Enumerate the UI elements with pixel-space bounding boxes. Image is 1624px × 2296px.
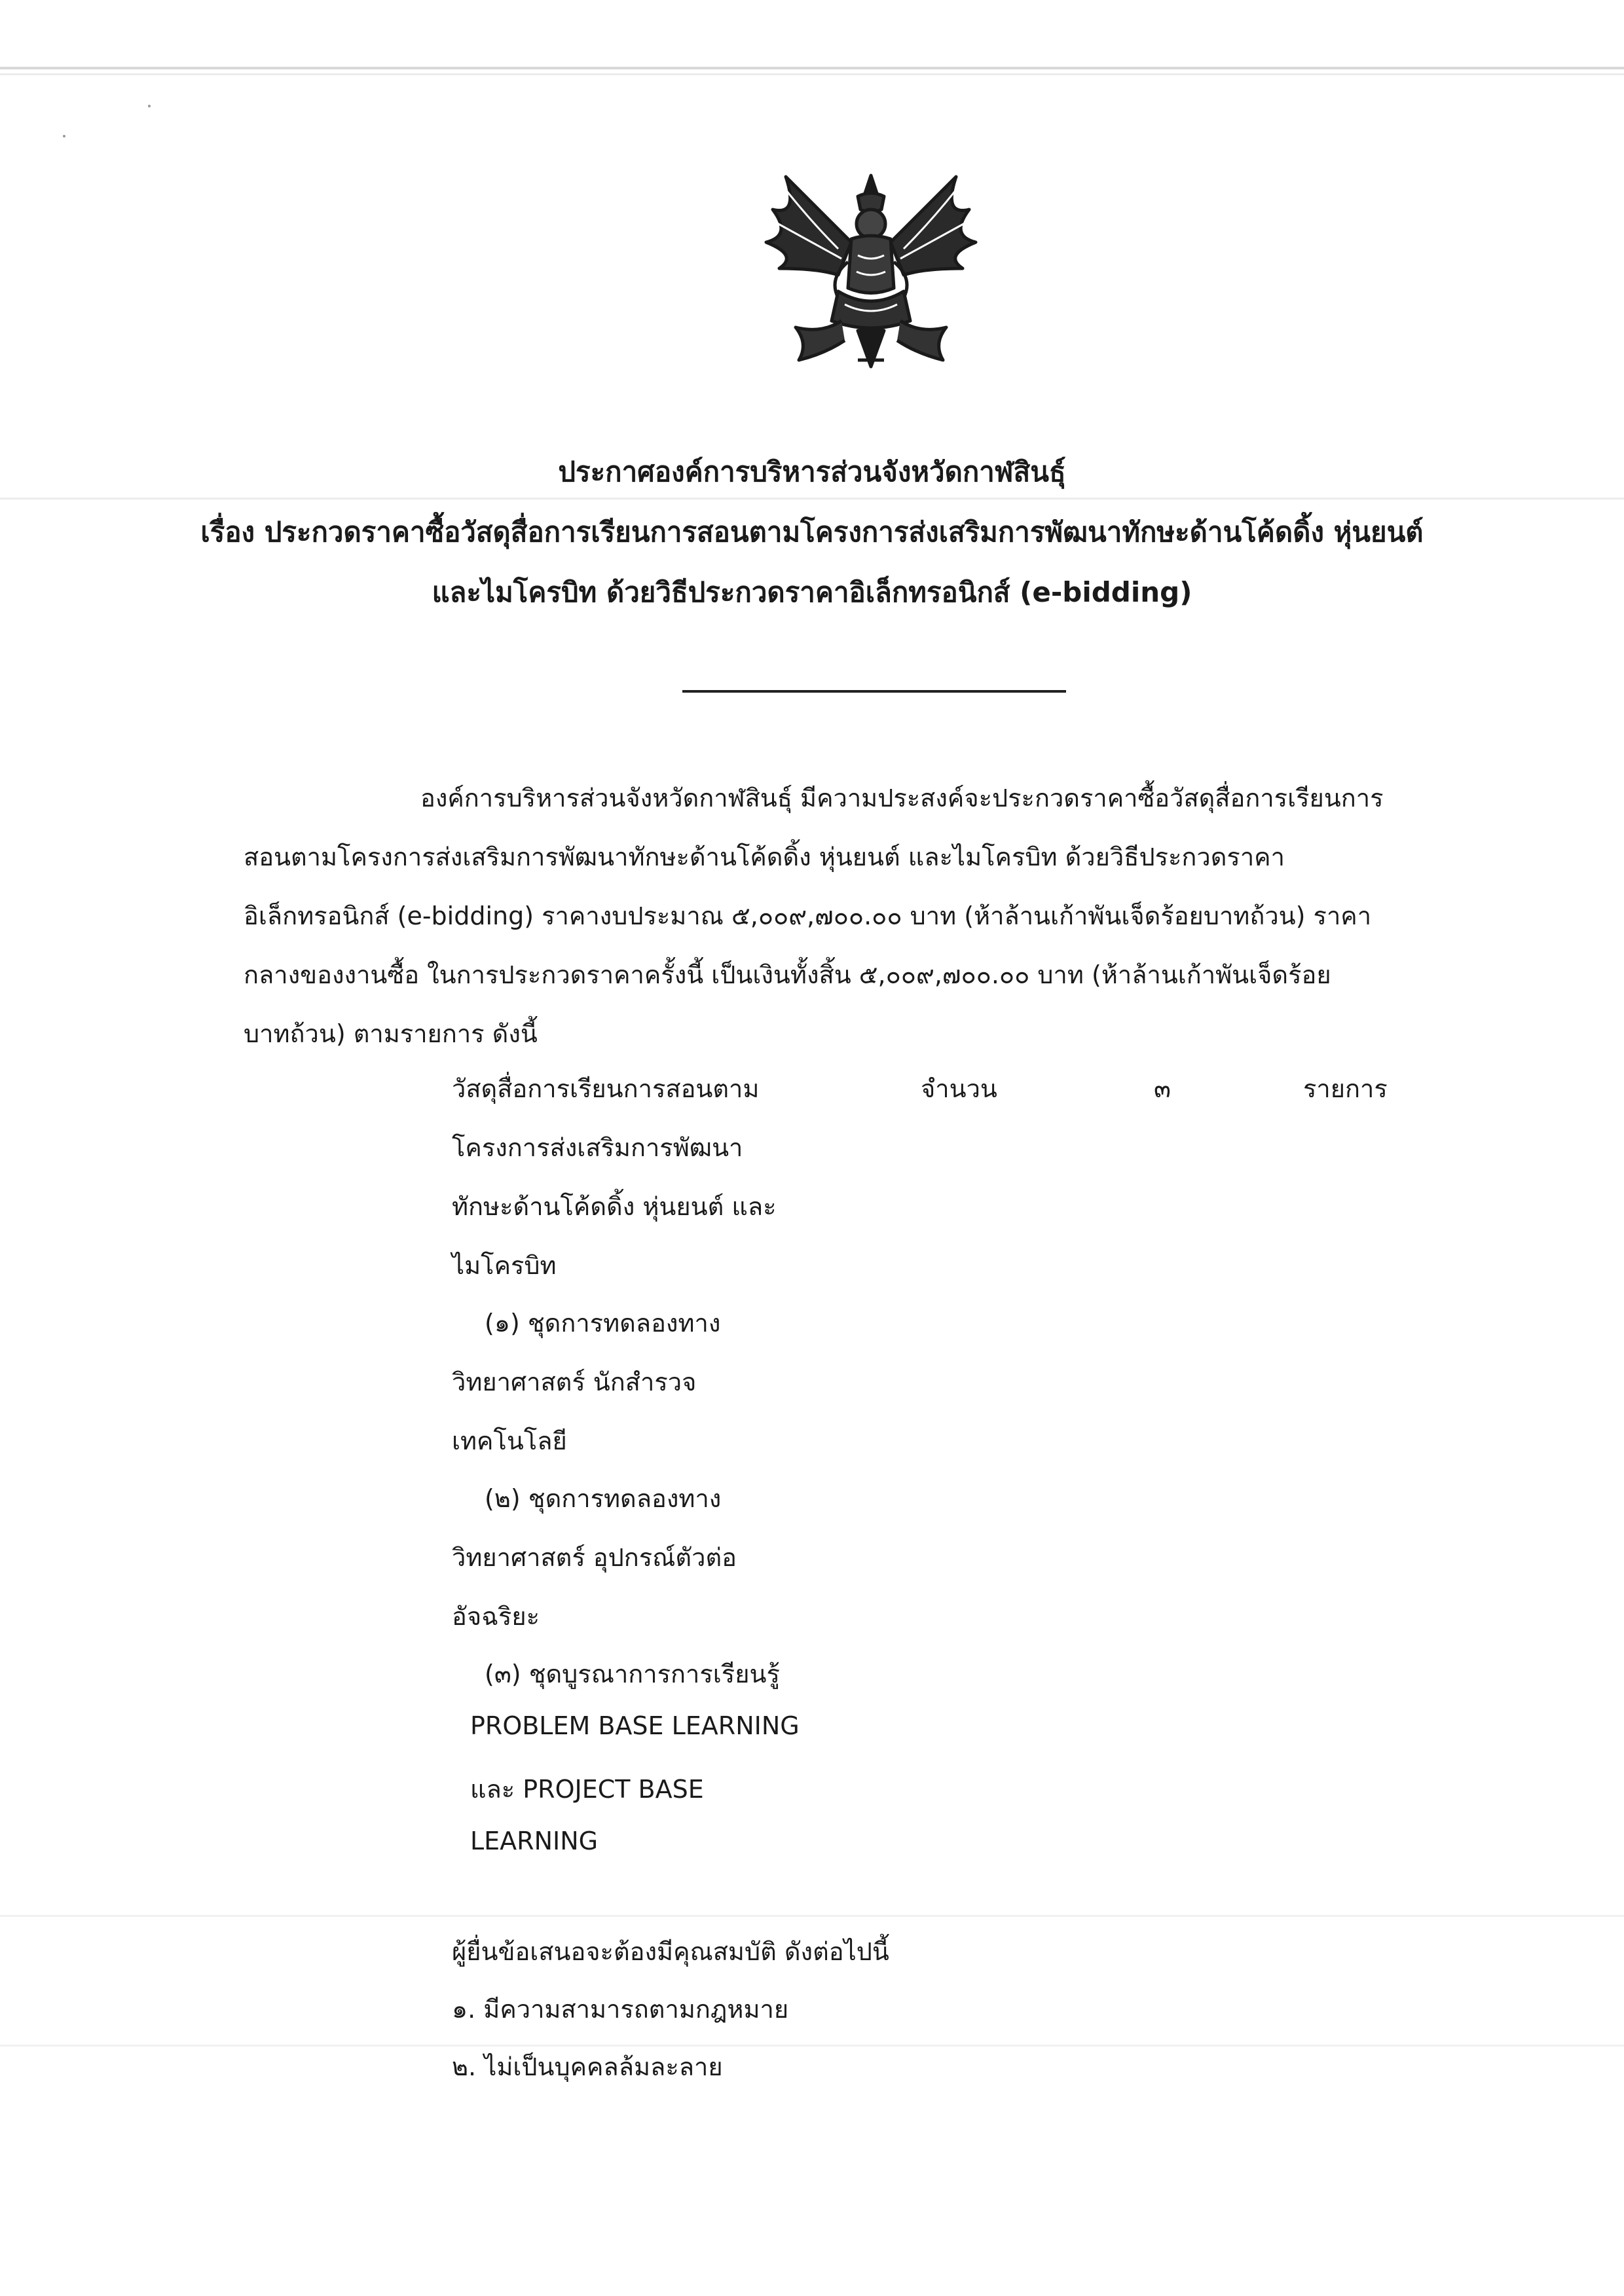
item-description-line: ทักษะด้านโค้ดดิ้ง หุ่นยนต์ และ (452, 1192, 777, 1221)
item-description-line: (๒) ชุดการทดลองทาง (485, 1484, 722, 1513)
paragraph-line: องค์การบริหารส่วนจังหวัดกาฬสินธุ์ มีความประสงค์จะประกวดราคาซื้อวัสดุสื่อการเรียนการ (420, 784, 1384, 812)
item-description-line: อัจฉริยะ (452, 1602, 540, 1631)
scan-speck (148, 105, 151, 107)
announcement-title: ประกาศองค์การบริหารส่วนจังหวัดกาฬสินธุ์ (558, 456, 1066, 488)
garuda-emblem-icon (760, 164, 982, 380)
paragraph-line: อิเล็กทรอนิกส์ (e-bidding) ราคางบประมาณ ๕,๐๐๙,๗๐๐.๐๐ บาท (ห้าล้านเก้าพันเจ็ดร้อยบาทถ้วน) ราคา (244, 902, 1372, 930)
item-description-line: และ PROJECT BASE (470, 1775, 704, 1804)
item-description-line: LEARNING (470, 1827, 599, 1855)
qualifications-intro: ผู้ยื่นข้อเสนอจะต้องมีคุณสมบัติ ดังต่อไปนี้ (452, 1937, 889, 1966)
scan-edge-line (0, 73, 1624, 75)
qualification-item: ๑. มีความสามารถตามกฎหมาย (452, 1995, 789, 2024)
item-description-line: ไมโครบิท (452, 1251, 557, 1280)
quantity-value: ๓ (1154, 1074, 1171, 1103)
item-description-line: PROBLEM BASE LEARNING (470, 1711, 800, 1740)
announcement-subject-line: และไมโครบิท ด้วยวิธีประกวดราคาอิเล็กทรอนิกส์ (e-bidding) (432, 576, 1192, 608)
scan-edge-line (0, 2045, 1624, 2047)
paragraph-line: กลางของงานซื้อ ในการประกวดราคาครั้งนี้ เป็นเงินทั้งสิ้น ๕,๐๐๙,๗๐๐.๐๐ บาท (ห้าล้านเก้าพันเจ็ดร้อย (244, 960, 1331, 989)
item-description-line: วัสดุสื่อการเรียนการสอนตาม (452, 1074, 760, 1103)
item-description-line: (๓) ชุดบูรณาการการเรียนรู้ (485, 1660, 780, 1688)
item-description-line: วิทยาศาสตร์ นักสำรวจ (452, 1368, 697, 1396)
qualification-item: ๒. ไม่เป็นบุคคลล้มละลาย (452, 2052, 723, 2081)
item-description-line: เทคโนโลยี (452, 1427, 567, 1455)
quantity-unit: รายการ (1303, 1074, 1388, 1103)
title-divider (682, 690, 1066, 693)
scan-speck (63, 135, 65, 137)
item-description-line: วิทยาศาสตร์ อุปกรณ์ตัวต่อ (452, 1543, 737, 1572)
item-description-line: (๑) ชุดการทดลองทาง (485, 1309, 721, 1338)
scan-edge-line (0, 498, 1624, 500)
scan-edge-line (0, 1915, 1624, 1917)
scan-edge-line (0, 67, 1624, 69)
quantity-label: จำนวน (921, 1074, 997, 1103)
announcement-subject-line: เรื่อง ประกวดราคาซื้อวัสดุสื่อการเรียนการสอนตามโครงการส่งเสริมการพัฒนาทักษะด้านโค้ดดิ้ง หุ่นยนต์ (200, 516, 1424, 548)
paragraph-line: บาทถ้วน) ตามรายการ ดังนี้ (244, 1019, 538, 1048)
paragraph-line: สอนตามโครงการส่งเสริมการพัฒนาทักษะด้านโค้ดดิ้ง หุ่นยนต์ และไมโครบิท ด้วยวิธีประกวดราคา (244, 843, 1285, 871)
item-description-line: โครงการส่งเสริมการพัฒนา (452, 1133, 743, 1162)
